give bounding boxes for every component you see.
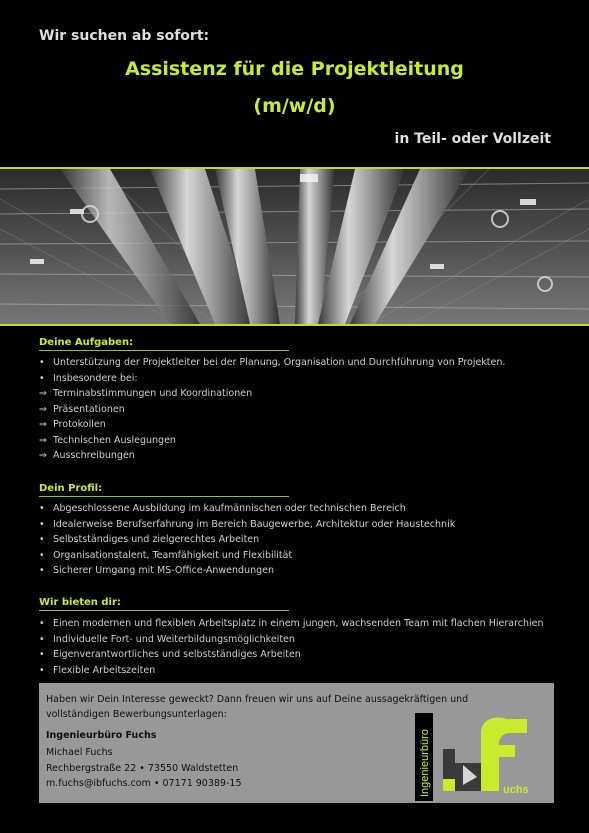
profil-list <box>39 501 455 579</box>
bieten-list <box>39 616 544 678</box>
list-item: • Selbstständiges und zielgerechtes Arbeiten <box>39 534 260 545</box>
list-item: • Organisationstalent, Teamfähigkeit und Flexibilität <box>39 549 293 561</box>
section-title-bieten: Wir bieten dir: <box>39 597 289 611</box>
list-item: ⇒ Ausschreibungen <box>39 450 135 461</box>
contact-details <box>46 745 242 792</box>
list-item: • Abgeschlossene Ausbildung im kaufmännischen oder technischen Bereich <box>39 503 406 514</box>
contact-panel <box>39 683 554 803</box>
list-item: ⇒ Terminabstimmungen und Koordinationen <box>39 388 253 399</box>
worktime-text: in Teil- oder Vollzeit <box>394 131 551 147</box>
aufgaben-list <box>39 355 505 464</box>
list-item: • Flexible Arbeitszeiten <box>39 664 156 676</box>
job-title: Assistenz für die Projektleitung <box>125 58 464 80</box>
ducts-illustration <box>0 169 589 324</box>
job-title-gender: (m/w/d) <box>253 95 336 117</box>
list-item: • Einen modernen und flexiblen Arbeitsplatz in einem jungen, wachsenden Team mit flachen Hierarchien <box>39 618 544 629</box>
contact-person: Michael Fuchs <box>46 747 113 758</box>
section-title-profil: Dein Profil: <box>39 483 289 497</box>
company-logo <box>415 713 547 801</box>
list-item: • Eigenverantwortliches und selbstständiges Arbeiten <box>39 649 301 660</box>
section-title-aufgaben: Deine Aufgaben: <box>39 337 289 351</box>
contact-address: Rechbergstraße 22 • 73550 Waldstetten <box>46 762 239 774</box>
logo-vertical-text: Ingenieurbüro <box>419 729 431 797</box>
list-item: ⇒ Präsentationen <box>39 403 125 415</box>
list-item: • Insbesondere bei: <box>39 372 138 384</box>
hero-image <box>0 167 589 326</box>
list-item: • Individuelle Fort- und Weiterbildungsmöglichkeiten <box>39 633 295 645</box>
list-item: • Sicherer Umgang mit MS-Office-Anwendungen <box>39 565 274 576</box>
contact-lead: Haben wir Dein Interesse geweckt? Dann freuen wir uns auf Deine aussagekräftigen und vollständigen Bewerbungsunterlagen: <box>46 694 469 720</box>
contact-email-phone[interactable]: m.fuchs@ibfuchs.com • 07171 90389-15 <box>46 778 242 789</box>
company-name: Ingenieurbüro Fuchs <box>46 730 157 741</box>
list-item: ⇒ Technischen Auslegungen <box>39 434 176 446</box>
logo-wordmark: uchs <box>503 784 529 796</box>
list-item: • Idealerweise Berufserfahrung im Bereich Baugewerbe, Architektur oder Haustechnik <box>39 518 456 530</box>
list-item: • Unterstützung der Projektleiter bei der Planung, Organisation und Durchführung von Projekten. <box>39 357 506 368</box>
list-item: ⇒ Protokollen <box>39 419 106 430</box>
intro-text: Wir suchen ab sofort: <box>39 28 210 44</box>
